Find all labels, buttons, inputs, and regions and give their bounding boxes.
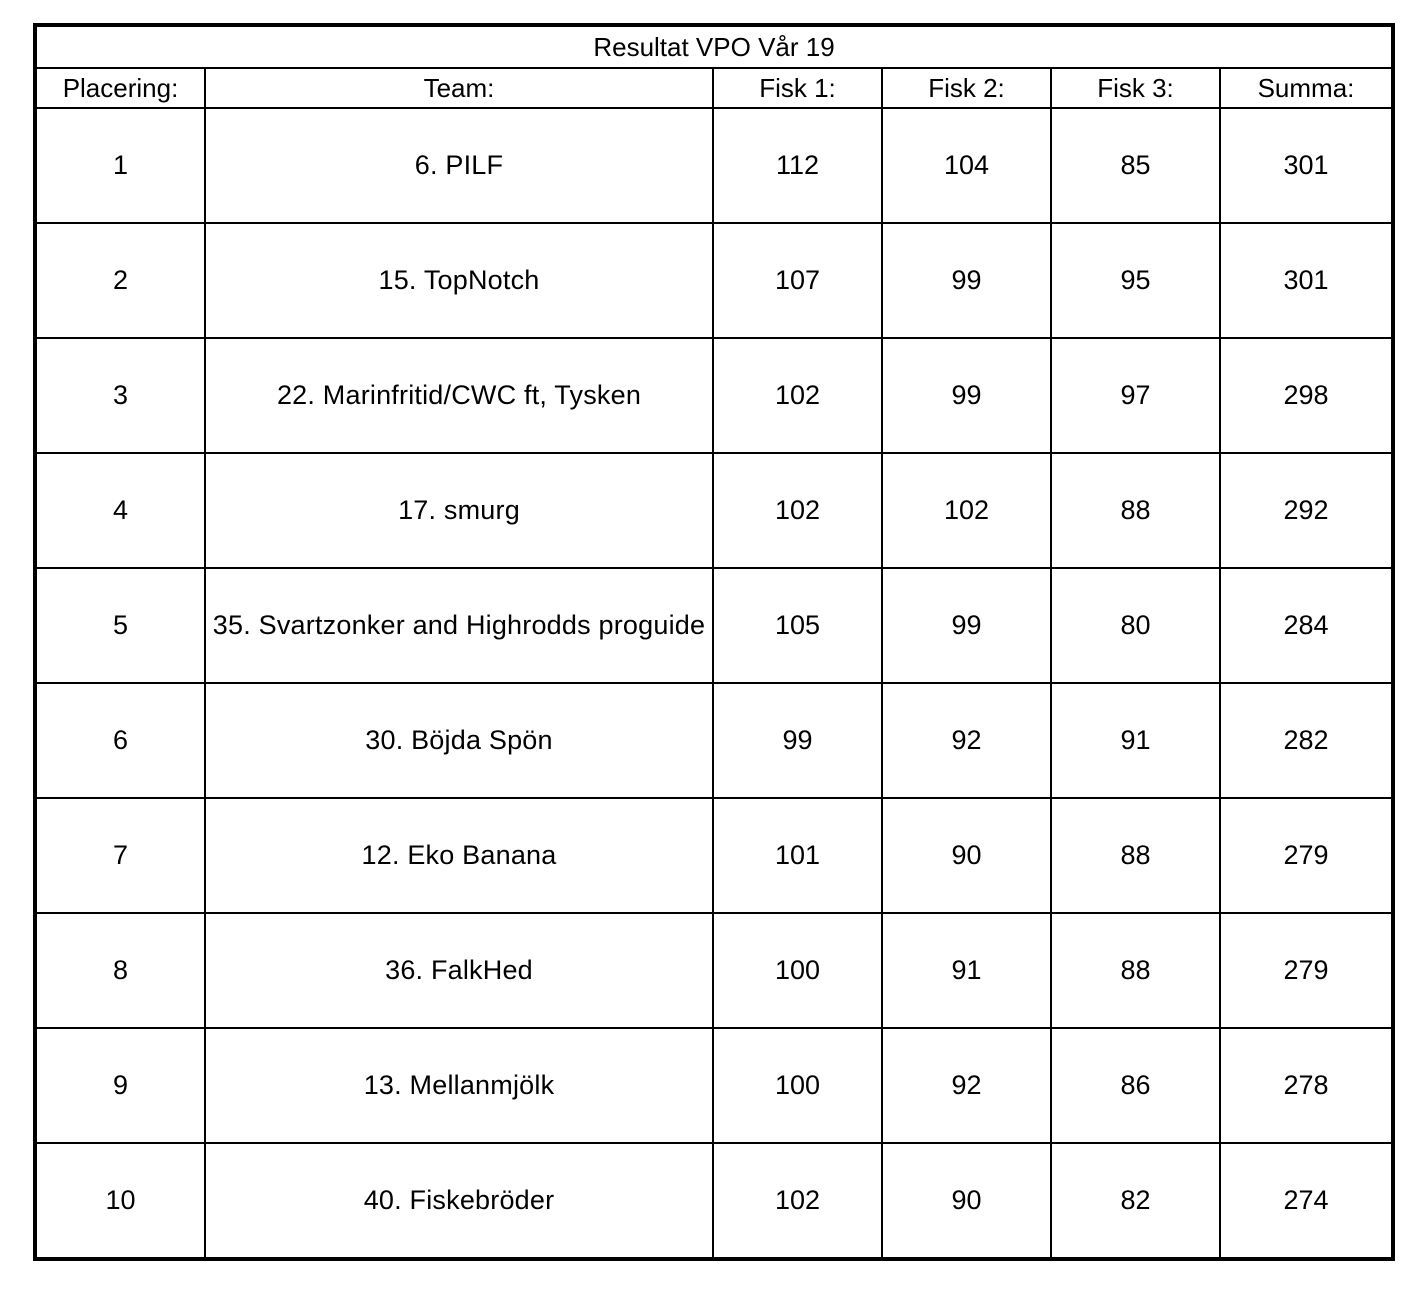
cell-fisk3: 88	[1051, 913, 1220, 1028]
cell-fisk2: 90	[882, 1143, 1051, 1259]
cell-team: 15. TopNotch	[205, 223, 713, 338]
cell-fisk1: 102	[713, 1143, 882, 1259]
header-fisk3: Fisk 3:	[1051, 68, 1220, 108]
cell-team: 35. Svartzonker and Highrodds proguide	[205, 568, 713, 683]
cell-fisk1: 105	[713, 568, 882, 683]
cell-team: 13. Mellanmjölk	[205, 1028, 713, 1143]
cell-team: 17. smurg	[205, 453, 713, 568]
cell-placering: 7	[35, 798, 205, 913]
cell-team: 40. Fiskebröder	[205, 1143, 713, 1259]
cell-summa: 284	[1220, 568, 1393, 683]
cell-placering: 1	[35, 108, 205, 223]
header-fisk1: Fisk 1:	[713, 68, 882, 108]
cell-fisk3: 85	[1051, 108, 1220, 223]
cell-summa: 301	[1220, 223, 1393, 338]
cell-fisk2: 90	[882, 798, 1051, 913]
cell-placering: 3	[35, 338, 205, 453]
cell-fisk1: 99	[713, 683, 882, 798]
cell-fisk1: 102	[713, 338, 882, 453]
table-row	[35, 1143, 1393, 1259]
cell-team: 12. Eko Banana	[205, 798, 713, 913]
results-body	[35, 108, 1393, 1259]
table-row	[35, 223, 1393, 338]
cell-team: 22. Marinfritid/CWC ft, Tysken	[205, 338, 713, 453]
cell-team: 30. Böjda Spön	[205, 683, 713, 798]
header-team: Team:	[205, 68, 713, 108]
cell-placering: 2	[35, 223, 205, 338]
cell-placering: 9	[35, 1028, 205, 1143]
table-row	[35, 338, 1393, 453]
table-row	[35, 568, 1393, 683]
cell-fisk1: 101	[713, 798, 882, 913]
table-row	[35, 798, 1393, 913]
cell-fisk3: 88	[1051, 798, 1220, 913]
cell-summa: 279	[1220, 913, 1393, 1028]
header-row	[35, 68, 1393, 108]
table-row	[35, 108, 1393, 223]
cell-fisk1: 100	[713, 913, 882, 1028]
cell-placering: 6	[35, 683, 205, 798]
cell-placering: 8	[35, 913, 205, 1028]
cell-fisk3: 82	[1051, 1143, 1220, 1259]
cell-team: 6. PILF	[205, 108, 713, 223]
table-row	[35, 683, 1393, 798]
cell-placering: 5	[35, 568, 205, 683]
cell-fisk3: 95	[1051, 223, 1220, 338]
cell-team: 36. FalkHed	[205, 913, 713, 1028]
cell-fisk1: 107	[713, 223, 882, 338]
cell-summa: 274	[1220, 1143, 1393, 1259]
cell-summa: 298	[1220, 338, 1393, 453]
cell-fisk1: 112	[713, 108, 882, 223]
cell-fisk3: 80	[1051, 568, 1220, 683]
table-title: Resultat VPO Vår 19	[35, 25, 1393, 68]
cell-summa: 301	[1220, 108, 1393, 223]
cell-fisk3: 97	[1051, 338, 1220, 453]
cell-fisk1: 102	[713, 453, 882, 568]
table-row	[35, 913, 1393, 1028]
cell-summa: 278	[1220, 1028, 1393, 1143]
table-row	[35, 453, 1393, 568]
cell-fisk2: 99	[882, 338, 1051, 453]
cell-fisk3: 88	[1051, 453, 1220, 568]
cell-fisk2: 92	[882, 1028, 1051, 1143]
cell-fisk2: 99	[882, 223, 1051, 338]
cell-summa: 279	[1220, 798, 1393, 913]
title-row	[35, 25, 1393, 68]
header-placering: Placering:	[35, 68, 205, 108]
header-summa: Summa:	[1220, 68, 1393, 108]
cell-fisk2: 102	[882, 453, 1051, 568]
header-fisk2: Fisk 2:	[882, 68, 1051, 108]
cell-fisk3: 86	[1051, 1028, 1220, 1143]
table-row	[35, 1028, 1393, 1143]
cell-fisk2: 104	[882, 108, 1051, 223]
cell-placering: 10	[35, 1143, 205, 1259]
cell-summa: 292	[1220, 453, 1393, 568]
cell-placering: 4	[35, 453, 205, 568]
results-table	[33, 23, 1395, 1261]
cell-fisk2: 91	[882, 913, 1051, 1028]
cell-fisk1: 100	[713, 1028, 882, 1143]
cell-summa: 282	[1220, 683, 1393, 798]
cell-fisk2: 99	[882, 568, 1051, 683]
cell-fisk3: 91	[1051, 683, 1220, 798]
cell-fisk2: 92	[882, 683, 1051, 798]
